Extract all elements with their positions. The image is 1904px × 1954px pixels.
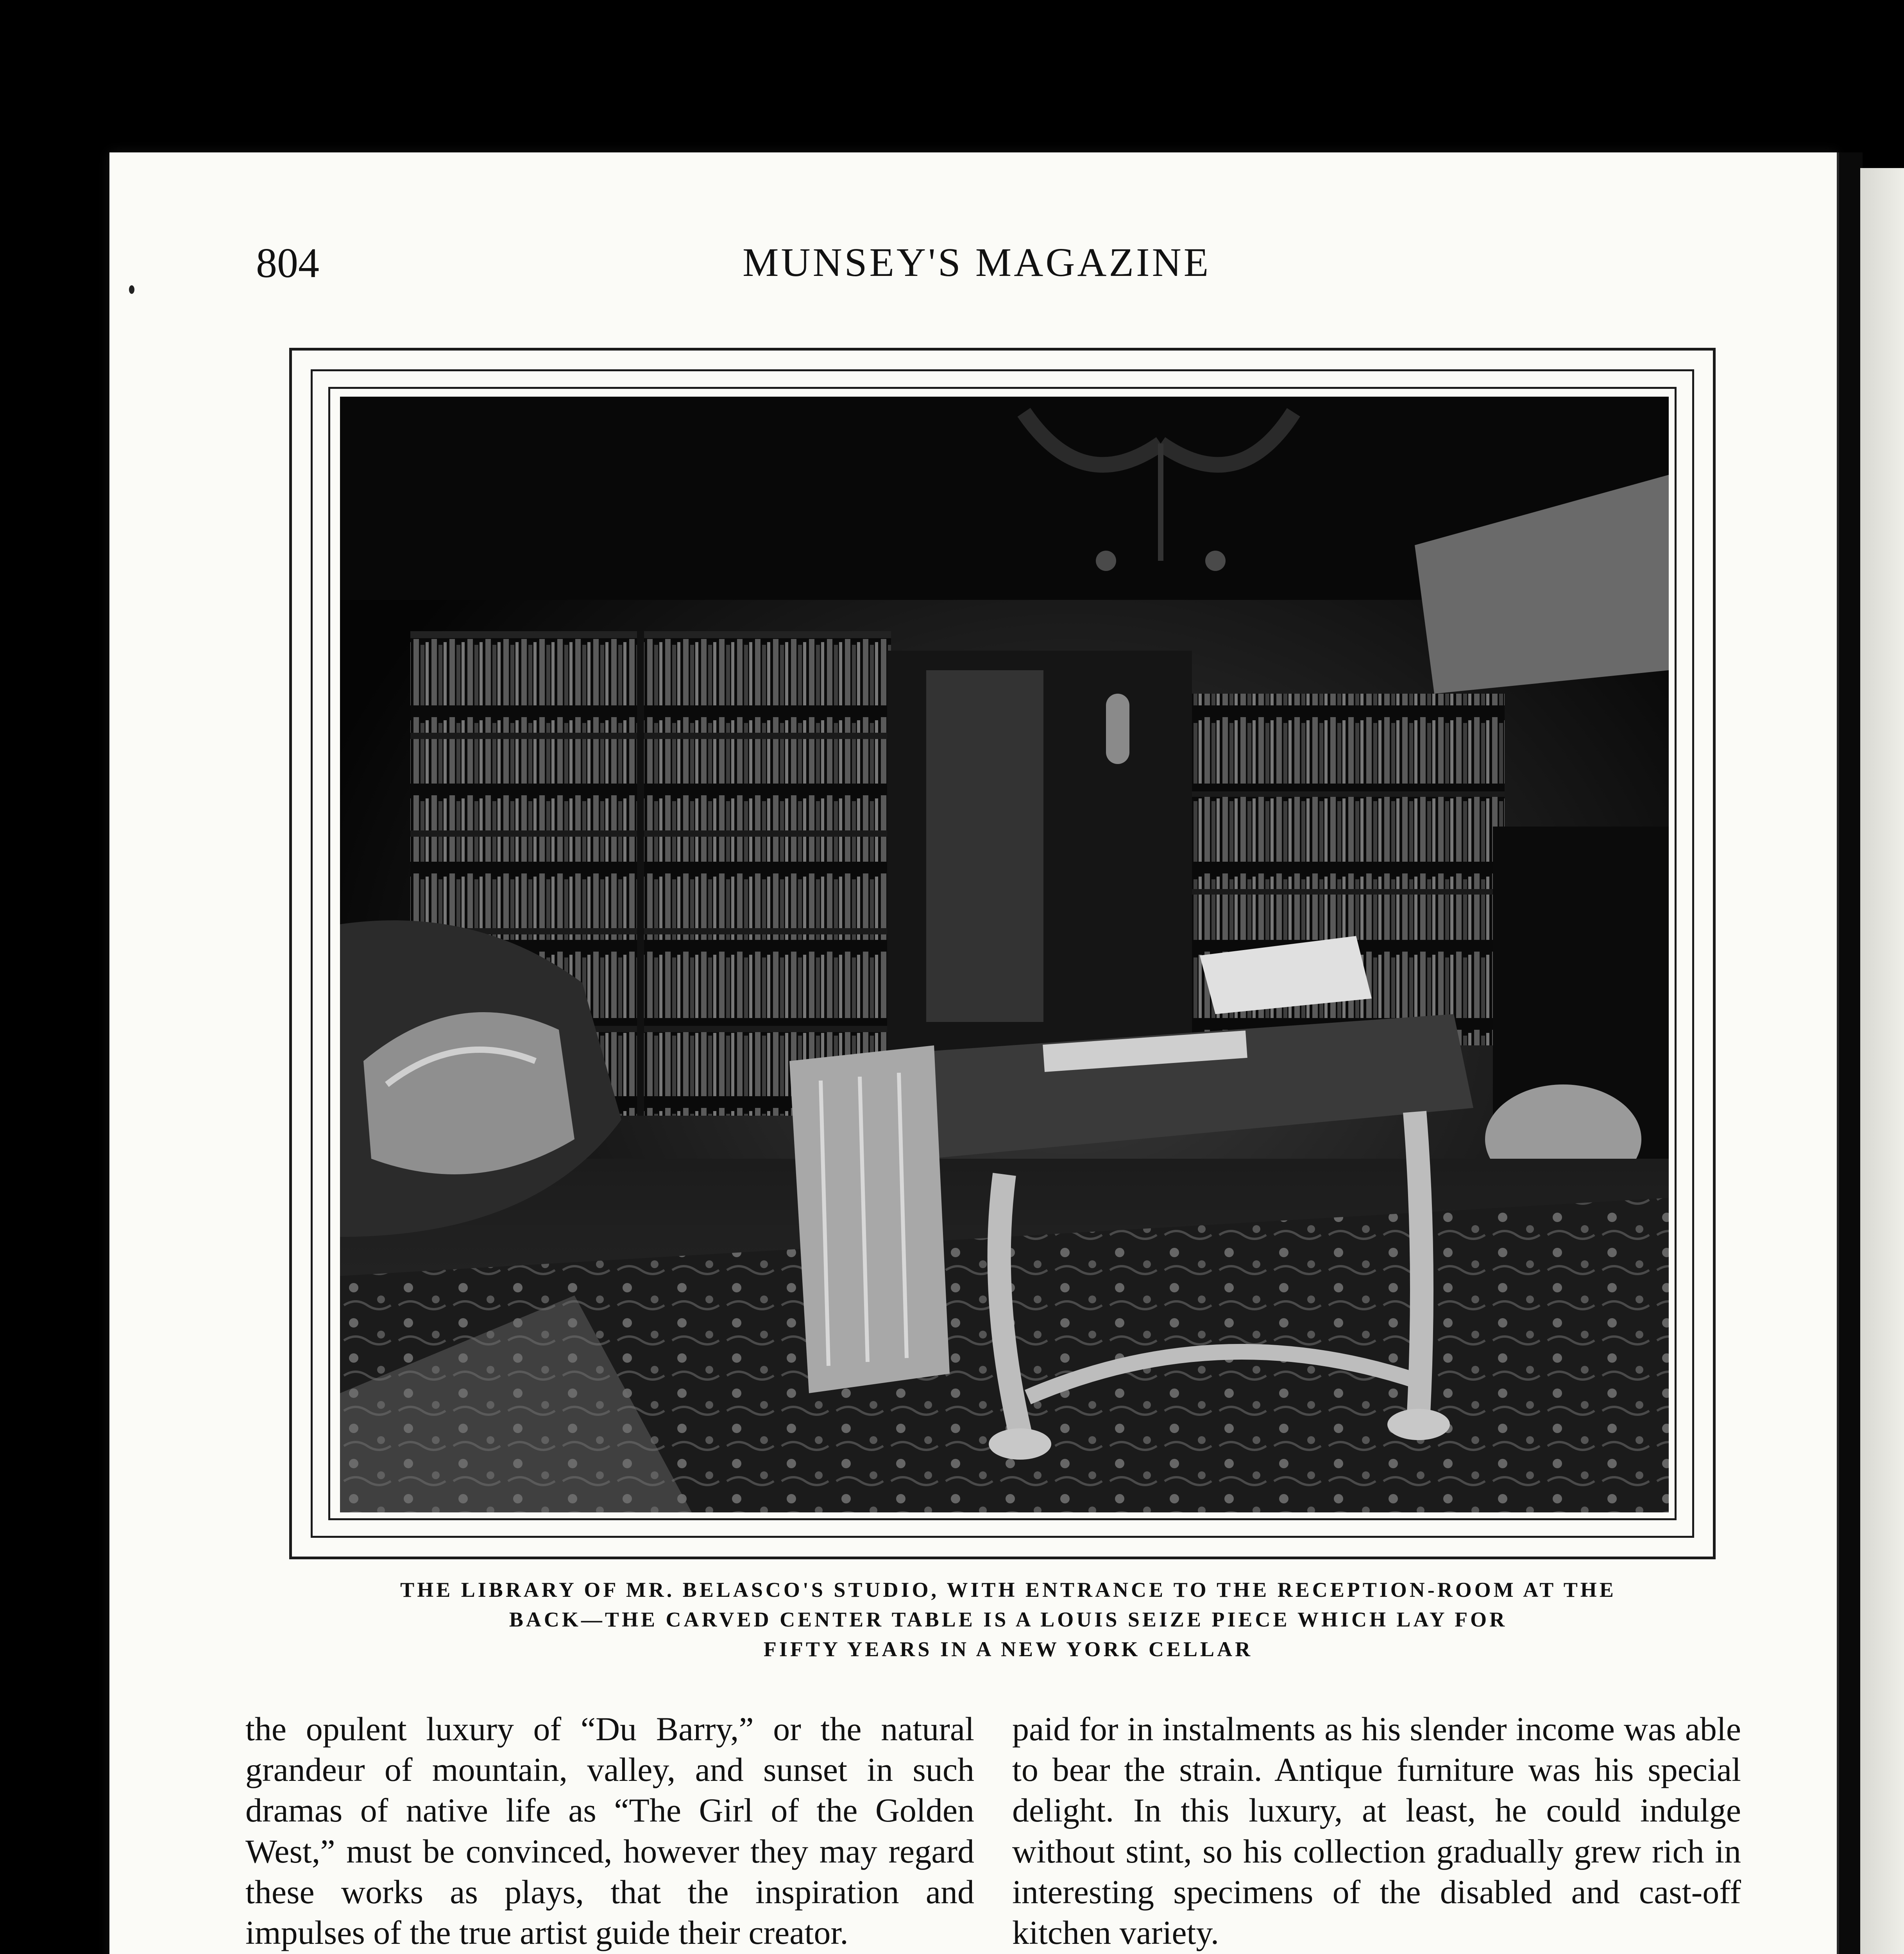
library-photograph: [340, 397, 1669, 1512]
library-photograph-icon: [340, 397, 1669, 1512]
text-column-left: [245, 1709, 974, 1954]
paragraph: the opulent luxury of “Du Barry,” or the natural grandeur of mountain, valley, and sunset in such dramas of native life as “The Girl of the Golden West,” must be convinced, however they may regard these works as plays, that the inspiration and impulses of the true artist guide their creator.: [245, 1710, 974, 1952]
running-head: MUNSEY'S MAGAZINE: [743, 240, 1211, 285]
page-number: 804: [256, 240, 319, 286]
paragraph: paid for in instalments as his slender income was able to bear the strain. Antique furniture was his special delight. In this luxury, at least, he could indulge without stint, so his collection gradually grew rich in interesting specimens of the disabled and cast-off kitchen variety.: [1012, 1710, 1741, 1952]
page-gutter: [1837, 152, 1863, 1954]
scan-speck: [129, 285, 134, 294]
caption-line: FIFTY YEARS IN A NEW YORK CELLAR: [763, 1637, 1253, 1661]
caption-line: THE LIBRARY OF MR. BELASCO'S STUDIO, WITH ENTRANCE TO THE RECEPTION-ROOM AT THE: [400, 1578, 1616, 1601]
facing-page-edge: [1860, 168, 1904, 1954]
text-column-right: [1012, 1709, 1741, 1954]
caption-line: BACK—THE CARVED CENTER TABLE IS A LOUIS SEIZE PIECE WHICH LAY FOR: [509, 1608, 1508, 1631]
photo-caption: [344, 1575, 1673, 1664]
